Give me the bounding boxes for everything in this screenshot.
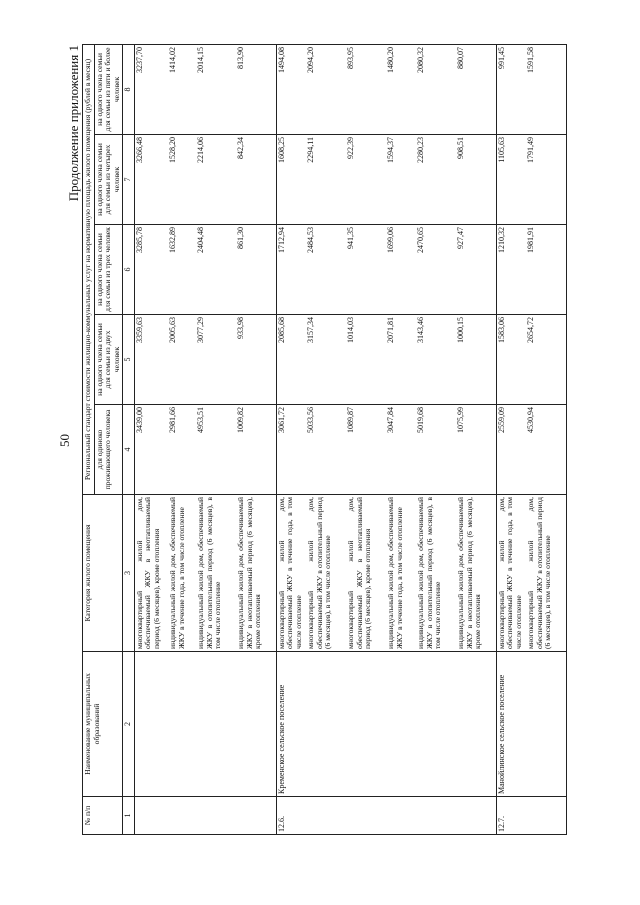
standard-value: 1981,91 bbox=[526, 225, 566, 315]
standard-value: 1528,20 bbox=[168, 135, 196, 225]
tariff-table bbox=[82, 44, 567, 835]
standard-value: 1089,87 bbox=[346, 405, 386, 495]
standard-value: 1594,37 bbox=[386, 135, 416, 225]
standard-value: 991,45 bbox=[496, 44, 526, 134]
standard-value: 1583,06 bbox=[496, 315, 526, 405]
standard-value: 1608,25 bbox=[276, 135, 306, 225]
housing-category: индивидуальный жилой дом, обеспечиваемый ЖКУ в неотапливаемый период (6 месяцев), кроме отопления bbox=[456, 495, 496, 652]
standard-value: 2294,11 bbox=[306, 135, 346, 225]
standard-value: 880,07 bbox=[456, 44, 496, 134]
municipality-name bbox=[526, 652, 566, 797]
standard-value: 1712,94 bbox=[276, 225, 306, 315]
header-sub-four: на одного члена семьи для семьи из четырех человек bbox=[94, 135, 123, 225]
table-row bbox=[134, 44, 168, 834]
row-number bbox=[346, 797, 386, 835]
standard-value: 1105,63 bbox=[496, 135, 526, 225]
standard-value: 3237,70 bbox=[134, 44, 168, 134]
standard-value: 1791,49 bbox=[526, 135, 566, 225]
standard-value: 4530,94 bbox=[526, 405, 566, 495]
header-category: Категория жилого помещения bbox=[83, 495, 123, 652]
header-sub-single: для одиноко проживающего человека bbox=[94, 405, 123, 495]
standard-value: 908,51 bbox=[456, 135, 496, 225]
standard-value: 861,30 bbox=[236, 225, 276, 315]
col-number: 3 bbox=[123, 495, 135, 652]
table-row bbox=[416, 44, 456, 834]
housing-category: индивидуальный жилой дом, обеспечиваемый ЖКУ в течение года, в том числе отопление bbox=[386, 495, 416, 652]
standard-value: 2981,66 bbox=[168, 405, 196, 495]
row-number bbox=[526, 797, 566, 835]
housing-category: индивидуальный жилой дом, обеспечиваемый ЖКУ в отопительный период (6 месяцев), в том числе отопление bbox=[196, 495, 236, 652]
standard-value: 941,35 bbox=[346, 225, 386, 315]
standard-value: 1632,89 bbox=[168, 225, 196, 315]
table-row bbox=[306, 44, 346, 834]
row-number bbox=[134, 797, 168, 835]
municipality-name bbox=[196, 652, 236, 797]
standard-value: 3266,48 bbox=[134, 135, 168, 225]
standard-value: 2404,48 bbox=[196, 225, 236, 315]
table-body bbox=[134, 44, 566, 834]
municipality-name: Кременское сельское поселение bbox=[276, 652, 306, 797]
standard-value: 2280,23 bbox=[416, 135, 456, 225]
column-number-row bbox=[123, 44, 135, 834]
standard-value: 3359,63 bbox=[134, 315, 168, 405]
standard-value: 3143,46 bbox=[416, 315, 456, 405]
col-number: 8 bbox=[123, 44, 135, 134]
standard-value: 2085,68 bbox=[276, 315, 306, 405]
municipality-name bbox=[456, 652, 496, 797]
standard-value: 1009,82 bbox=[236, 405, 276, 495]
housing-category: многоквартирный жилой дом, обеспечиваемый ЖКУ в неотапливаемый период (6 месяцев), кроме отопления bbox=[346, 495, 386, 652]
municipality-name: Манойлинское сельское поселение bbox=[496, 652, 526, 797]
standard-value: 5033,56 bbox=[306, 405, 346, 495]
col-number: 6 bbox=[123, 225, 135, 315]
row-number bbox=[416, 797, 456, 835]
standard-value: 1210,32 bbox=[496, 225, 526, 315]
standard-value: 893,95 bbox=[346, 44, 386, 134]
standard-value: 1014,03 bbox=[346, 315, 386, 405]
table-row bbox=[196, 44, 236, 834]
municipality-name bbox=[134, 652, 168, 797]
municipality-name bbox=[416, 652, 456, 797]
standard-value: 2080,32 bbox=[416, 44, 456, 134]
standard-value: 2071,81 bbox=[386, 315, 416, 405]
standard-value: 1480,20 bbox=[386, 44, 416, 134]
header-sub-three: на одного члена семьи для семьи из трех человек bbox=[94, 225, 123, 315]
standard-value: 2559,09 bbox=[496, 405, 526, 495]
header-no: № п/п bbox=[83, 797, 123, 835]
col-number: 4 bbox=[123, 405, 135, 495]
standard-value: 5019,68 bbox=[416, 405, 456, 495]
standard-value: 842,34 bbox=[236, 135, 276, 225]
housing-category: многоквартирный жилой дом, обеспечиваемый ЖКУ в течение года, в том числе отопление bbox=[496, 495, 526, 652]
table-row bbox=[456, 44, 496, 834]
standard-value: 2470,65 bbox=[416, 225, 456, 315]
standard-value: 927,47 bbox=[456, 225, 496, 315]
standard-value: 2005,63 bbox=[168, 315, 196, 405]
standard-value: 813,90 bbox=[236, 44, 276, 134]
municipality-name bbox=[346, 652, 386, 797]
standard-value: 3285,78 bbox=[134, 225, 168, 315]
housing-category: индивидуальный жилой дом, обеспечиваемый ЖКУ в течение года, в том числе отопление bbox=[168, 495, 196, 652]
row-number bbox=[196, 797, 236, 835]
header-sub-five: на одного члена семьи для семьи из пяти и более человек bbox=[94, 44, 123, 134]
standard-value: 1414,02 bbox=[168, 44, 196, 134]
standard-value: 1699,06 bbox=[386, 225, 416, 315]
standard-value: 3439,00 bbox=[134, 405, 168, 495]
housing-category: многоквартирный жилой дом, обеспечиваемый ЖКУ в течение года, в том числе отопление bbox=[276, 495, 306, 652]
table-row bbox=[276, 44, 306, 834]
standard-value: 2484,53 bbox=[306, 225, 346, 315]
row-number: 12.6. bbox=[276, 797, 306, 835]
standard-value: 1000,15 bbox=[456, 315, 496, 405]
table-row bbox=[346, 44, 386, 834]
col-number: 5 bbox=[123, 315, 135, 405]
standard-value: 2654,72 bbox=[526, 315, 566, 405]
housing-category: многоквартирный жилой дом, обеспечиваемый ЖКУ в отопительный период (6 месяцев), в том числе отопление bbox=[306, 495, 346, 652]
housing-category: многоквартирный жилой дом, обеспечиваемый ЖКУ в неотапливаемый период (6 месяцев), кроме отопления bbox=[134, 495, 168, 652]
standard-value: 3061,72 bbox=[276, 405, 306, 495]
standard-value: 933,98 bbox=[236, 315, 276, 405]
table-row bbox=[168, 44, 196, 834]
standard-value: 1591,58 bbox=[526, 44, 566, 134]
table-row bbox=[236, 44, 276, 834]
row-number bbox=[456, 797, 496, 835]
standard-value: 3077,29 bbox=[196, 315, 236, 405]
standard-value: 3157,34 bbox=[306, 315, 346, 405]
standard-value: 2094,20 bbox=[306, 44, 346, 134]
table-row bbox=[386, 44, 416, 834]
table-row bbox=[526, 44, 566, 834]
municipality-name bbox=[306, 652, 346, 797]
municipality-name bbox=[386, 652, 416, 797]
table-header bbox=[83, 44, 135, 834]
row-number bbox=[386, 797, 416, 835]
housing-category: индивидуальный жилой дом, обеспечиваемый ЖКУ в неотапливаемый период (6 месяцев), кроме отопления bbox=[236, 495, 276, 652]
header-municipality: Наименование муниципальных образований bbox=[83, 652, 123, 797]
header-standard: Региональный стандарт стоимости жилищно-коммунальных услуг на нормативную площадь жилого помещения (рублей в месяц) bbox=[83, 44, 95, 494]
standard-value: 2214,06 bbox=[196, 135, 236, 225]
standard-value: 922,39 bbox=[346, 135, 386, 225]
row-number bbox=[236, 797, 276, 835]
col-number: 1 bbox=[123, 797, 135, 835]
row-number bbox=[168, 797, 196, 835]
standard-value: 3047,84 bbox=[386, 405, 416, 495]
appendix-note: Продолжение приложения 1 bbox=[66, 45, 81, 202]
municipality-name bbox=[236, 652, 276, 797]
housing-category: многоквартирный жилой дом, обеспечиваемый ЖКУ в отопительный период (6 месяцев), в том числе отопление bbox=[526, 495, 566, 652]
header-sub-two: на одного члена семьи для семьи из двух человек bbox=[94, 315, 123, 405]
standard-value: 1075,99 bbox=[456, 405, 496, 495]
housing-category: индивидуальный жилой дом, обеспечиваемый ЖКУ в отопительный период (6 месяцев), в том числе отопление bbox=[416, 495, 456, 652]
col-number: 2 bbox=[123, 652, 135, 797]
standard-value: 2014,15 bbox=[196, 44, 236, 134]
col-number: 7 bbox=[123, 135, 135, 225]
standard-value: 4953,51 bbox=[196, 405, 236, 495]
table-row bbox=[496, 44, 526, 834]
row-number bbox=[306, 797, 346, 835]
municipality-name bbox=[168, 652, 196, 797]
page-number: 50 bbox=[57, 434, 72, 447]
row-number: 12.7. bbox=[496, 797, 526, 835]
standard-value: 1494,08 bbox=[276, 44, 306, 134]
rotated-page bbox=[60, 45, 570, 835]
